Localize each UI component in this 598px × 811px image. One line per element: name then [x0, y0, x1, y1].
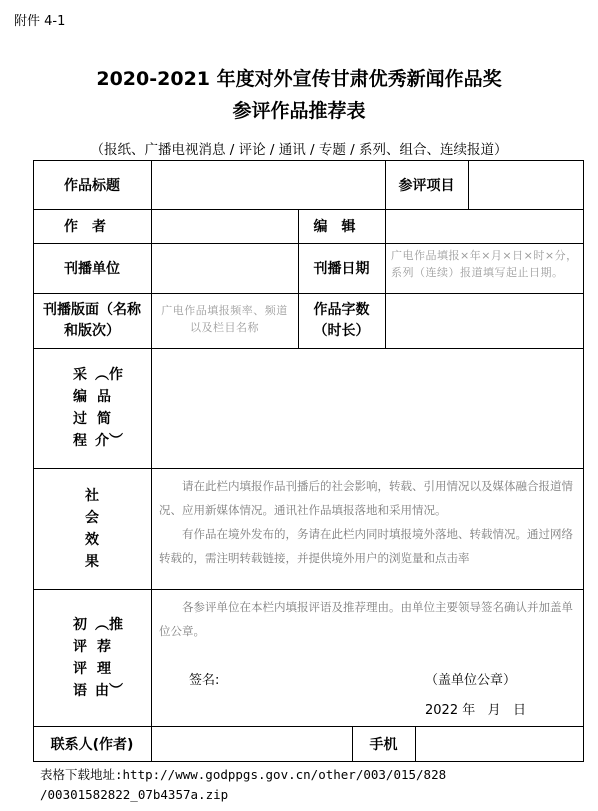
author-label: [33, 209, 151, 243]
date-line: 2022 年 月 日: [425, 703, 527, 718]
title-line-1: 2020-2021 年度对外宣传甘肃优秀新闻作品奖: [96, 68, 502, 90]
download-url-line-1[interactable]: 表格下载地址:http://www.godppgs.gov.cn/other/003/015/828: [40, 767, 447, 782]
phone-field[interactable]: [415, 726, 583, 762]
subtitle: （报纸、广播电视消息 / 评论 / 通讯 / 专题 / 系列、组合、连续报道）: [90, 142, 508, 158]
word-count-field[interactable]: [385, 293, 583, 348]
review-note: 各参评单位在本栏内填报评语及推荐理由。由单位主要领导签名确认并加盖单位公章。: [159, 600, 573, 638]
word-count-label: 作品字数（时长）: [313, 301, 370, 339]
seal-label: （盖单位公章）: [425, 673, 517, 688]
annex-label: 附件 4-1: [14, 14, 66, 29]
rule: [583, 160, 584, 762]
publish-date-field[interactable]: 广电作品填报×年×月×日×时×分，系列（连续）报道填写起止日期。: [391, 249, 578, 279]
effect-field[interactable]: [151, 468, 583, 589]
author-label-text: 作者: [64, 219, 120, 235]
author-field[interactable]: [151, 209, 298, 243]
publisher-field[interactable]: [151, 243, 298, 293]
download-url-line-2[interactable]: /00301582822_07b4357a.zip: [40, 787, 229, 802]
review-label-col1: 初评评语: [73, 616, 87, 699]
process-field[interactable]: [151, 348, 583, 468]
download-note: [40, 765, 446, 805]
effect-label: [33, 468, 151, 589]
editor-label: [298, 209, 385, 243]
review-label-col2: ︵推荐理由︶: [95, 616, 123, 699]
review-field[interactable]: [151, 589, 583, 726]
title-line-2: 参评作品推荐表: [232, 100, 366, 122]
process-label-col2: ︵作品简介︶: [95, 367, 123, 449]
editor-field[interactable]: [385, 209, 583, 243]
process-label-col1: 采编过程: [73, 367, 87, 449]
publisher-label: 刊播单位: [64, 261, 120, 277]
work-title-field[interactable]: [151, 160, 385, 209]
signature-label: 签名:: [189, 673, 220, 688]
phone-label: 手机: [369, 737, 398, 753]
publish-date-label: 刊播日期: [313, 261, 370, 277]
process-label: [33, 348, 151, 468]
category-field[interactable]: [468, 160, 583, 209]
review-label: [33, 589, 151, 726]
work-title-label: 作品标题: [64, 177, 120, 194]
section-field[interactable]: 广电作品填报频率、频道以及栏目名称: [161, 304, 288, 334]
contact-field[interactable]: [151, 726, 352, 762]
section-label: 刊播版面（名称和版次）: [43, 301, 141, 339]
contact-label: 联系人(作者): [50, 737, 134, 753]
effect-note-2: 有作品在境外发布的，务请在此栏内同时填报境外落地、转载情况。通过网络转载的，需注明转载链接，并提供境外用户的浏览量和点击率: [159, 527, 573, 565]
effect-label-text: 社会效果: [85, 487, 99, 570]
effect-note-1: 请在此栏内填报作品刊播后的社会影响，转载、引用情况以及媒体融合报道情况、应用新媒体情况。通讯社作品填报落地和采用情况。: [159, 479, 573, 517]
nomination-form-table: [33, 160, 584, 762]
category-label: 参评项目: [398, 177, 455, 194]
editor-label-text: 编辑: [313, 219, 370, 235]
